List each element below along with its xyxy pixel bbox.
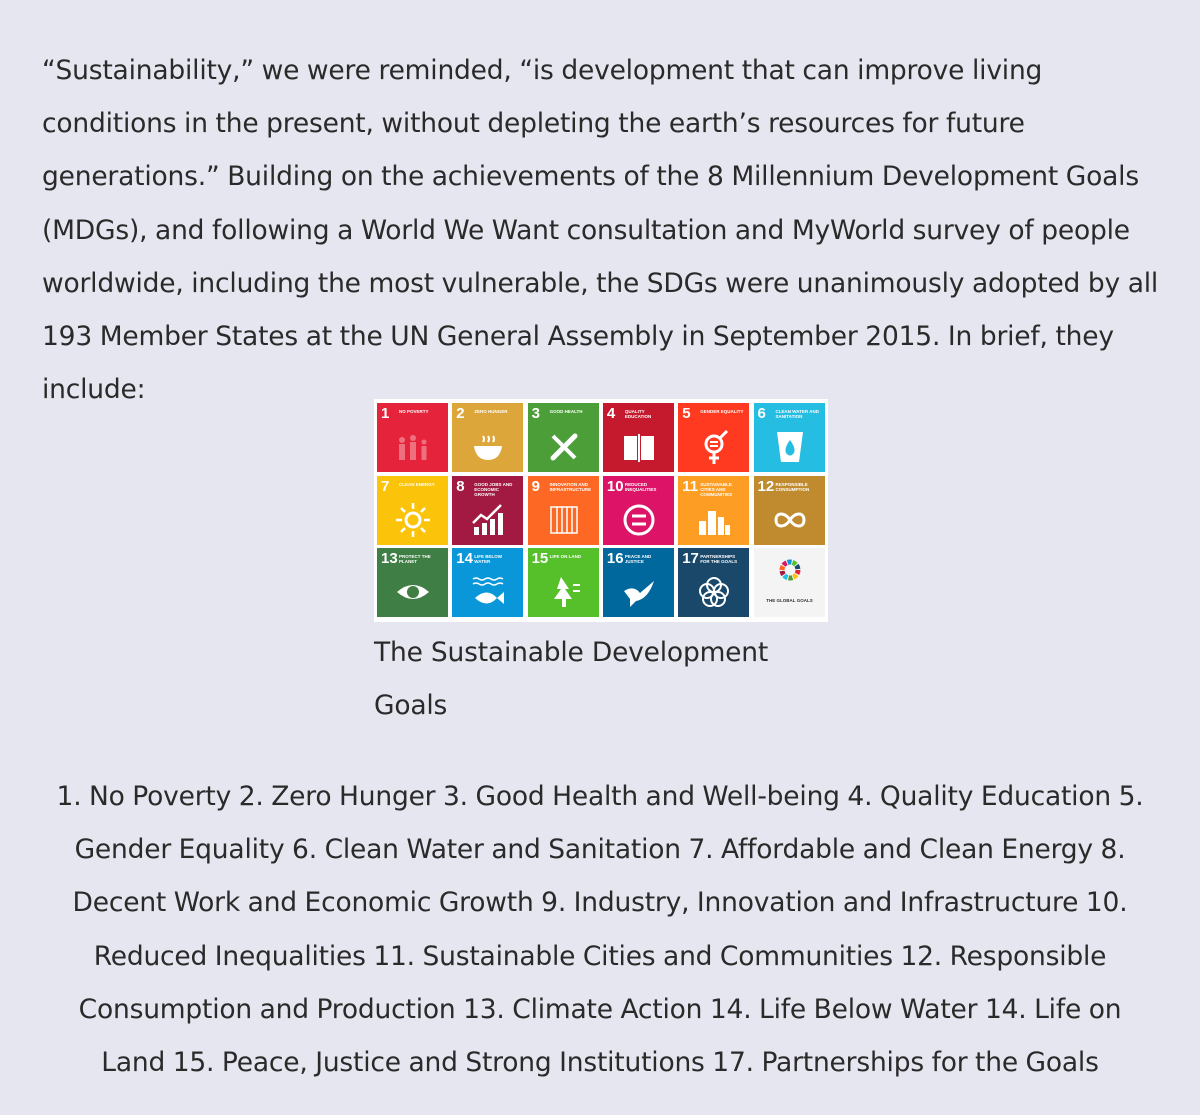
sdg-tile-number: 7 [381,477,390,495]
sdg-tile-number: 3 [531,405,540,422]
dove-icon [620,573,658,611]
sdg-tile-number: 8 [456,477,465,495]
blocks-icon [545,501,583,539]
sdg-tile-label: PROTECT THE PLANET [399,554,431,564]
sdg-tile-number: 4 [606,405,616,422]
sdg-tile-number: 15 [531,550,549,567]
sdg-tile-label: NO POVERTY [399,409,429,414]
sdg-tile-label: PEACE AND JUSTICE [624,554,652,564]
sdg-tile-number: 11 [682,477,699,495]
sdg-wheel-icon [778,558,802,582]
sdg-tile-number: 1 [381,405,390,422]
sdg-tile-label: SUSTAINABLE CITIES AND COMMUNITIES [700,481,733,497]
sdg-tile-number: 6 [757,405,766,422]
sdg-tile-label: RESPONSIBLE CONSUMPTION [775,481,810,492]
sdg-tile-label: QUALITY EDUCATION [624,409,652,419]
tree-icon [545,573,583,611]
sdg-tile-label: ZERO HUNGER [474,409,508,414]
sun-icon [394,501,432,539]
sdg-tile-3 [528,403,599,472]
sdg-tile-14 [452,548,523,617]
infinity-icon [771,501,809,539]
sdg-tile-number: 14 [456,550,473,567]
goals-list-paragraph: 1. No Poverty 2. Zero Hunger 3. Good Health and Well-being 4. Quality Education 5. Gender Equality 6. Clean Water and Sanitation 7. Affordable and Clean Energy 8. Decent Work and Economic Growth 9. Industry, Innovation and Infrastructure 10. Reduced Inequalities 11. Sustainable Cities and Communities 12. Responsible Consumption and Production 13. Climate Action 14. Life Below Water 14. Life on Land 15. Peace, Justice and Strong Institutions 17. Partnerships for the Goals [56,781,1144,1079]
sdg-tile-2 [452,403,523,472]
sdg-tile-number: 5 [682,405,691,422]
sdg-tile-label: INNOVATION AND INFRASTRUCTURE [549,481,592,492]
sdg-grid-image [374,399,828,622]
sdg-tile-8 [452,476,523,545]
eye-icon [394,573,432,611]
gender-icon [695,428,733,466]
sdg-tile-4 [603,403,674,472]
growth-icon [469,501,507,539]
bowl-icon [469,428,507,466]
sdg-tile-label: REDUCED INEQUALITIES [624,481,657,492]
city-icon [695,501,733,539]
health-icon [545,428,583,466]
sdg-tile-1 [377,403,448,472]
figure-caption: The Sustainable Development Goals [374,637,769,722]
equal-icon [620,501,658,539]
sdg-tile-label: GOOD HEALTH [549,409,583,414]
intro-paragraph: “Sustainability,” we were reminded, “is development that can improve living conditions in the present, without depleting the earth’s resources for future generations.” Building on the achievements of the 8 Millennium Development Goals (MDGs), and following a World We Want consultation and MyWorld survey of people worldwide, including the most vulnerable, the SDGs were unanimously adopted by all 193 Member States at the UN General Assembly in September 2015. In brief, they include: [42,55,1159,406]
sdg-tile-logo [754,548,825,617]
sdg-tile-number: 9 [531,477,540,495]
rings-icon [695,573,733,611]
family-icon [394,428,432,466]
sdg-tile-label: GOOD JOBS AND ECONOMIC GROWTH [474,481,513,497]
sdg-tile-number: 2 [456,405,465,422]
sdg-tile-6 [754,403,825,472]
sdg-tile-label: GENDER EQUALITY [700,409,744,414]
sdg-tile-label: CLEAN WATER AND SANITATION [775,409,819,419]
sdg-tile-label: LIFE ON LAND [549,554,582,559]
sdg-tile-label: LIFE BELOW WATER [474,554,503,564]
sdg-tile-12 [754,476,825,545]
sdg-tile-number: 17 [682,550,699,567]
sdg-tile-label: PARTNERSHIPS FOR THE GOALS [700,554,738,564]
sdg-tile-13 [377,548,448,617]
sdg-tile-label: CLEAN ENERGY [399,481,435,487]
sdg-tile-5 [678,403,749,472]
water-icon [771,428,809,466]
sdg-tile-number: 12 [757,477,775,495]
sdg-tile-11 [678,476,749,545]
sdg-tile-17 [678,548,749,617]
book-icon [620,428,658,466]
sdg-figure [374,399,828,732]
sdg-tile-15 [528,548,599,617]
sdg-tile-9 [528,476,599,545]
sdg-tile-number: 16 [606,550,624,567]
sdg-tile-label: THE GLOBAL GOALS [766,598,813,603]
sdg-tile-7 [377,476,448,545]
sdg-tile-number: 10 [606,477,624,495]
fish-icon [469,573,507,611]
sdg-tile-10 [603,476,674,545]
sdg-tile-16 [603,548,674,617]
sdg-tile-number: 13 [381,550,398,567]
